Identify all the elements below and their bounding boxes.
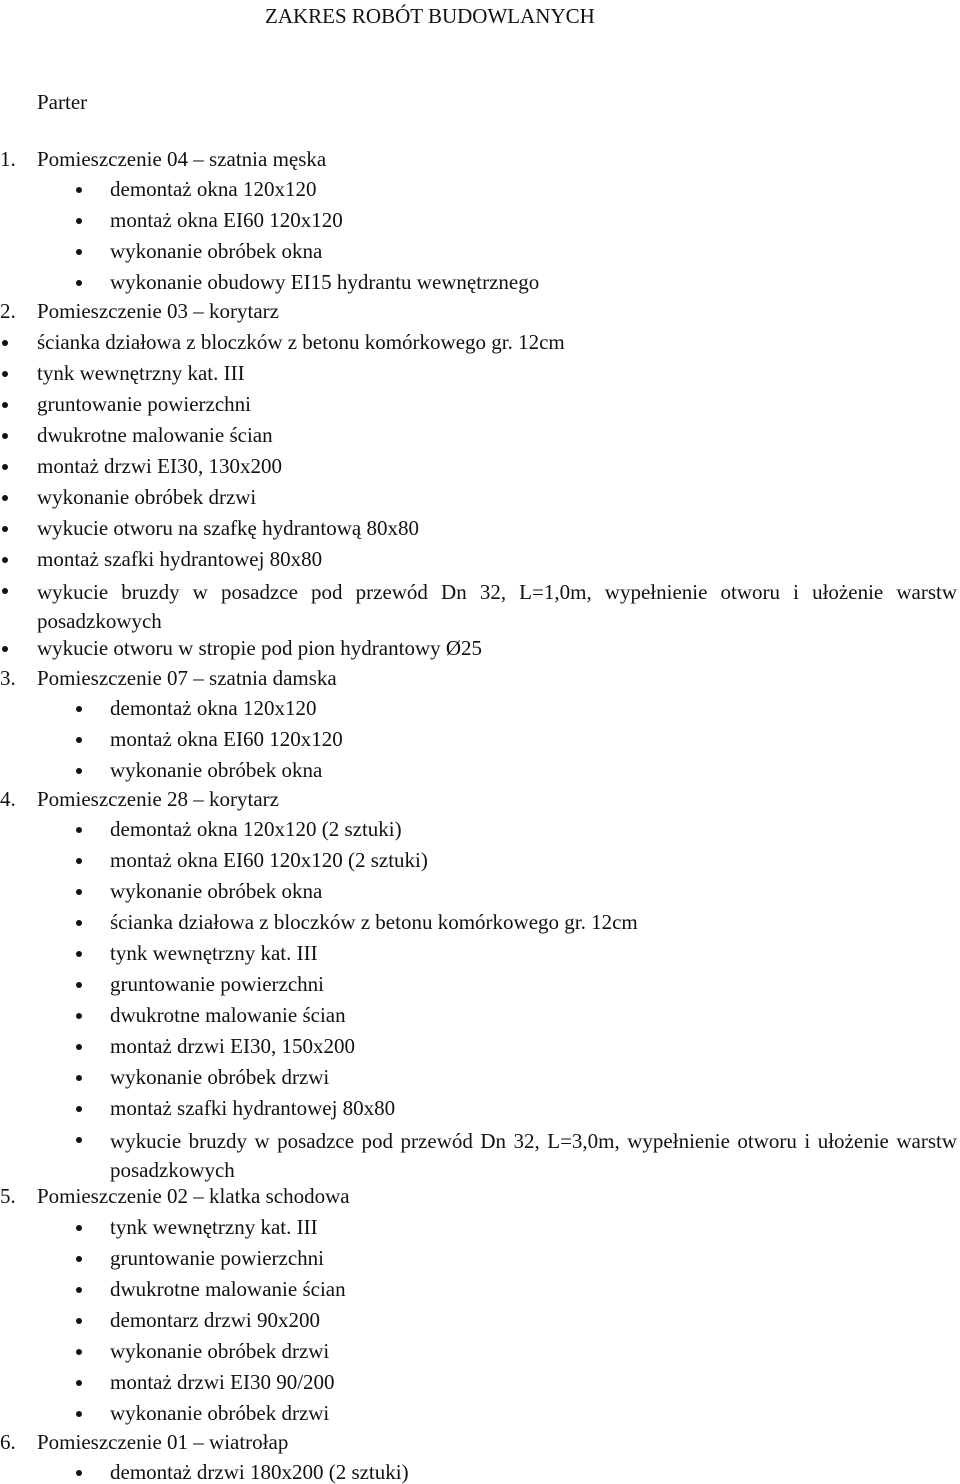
list-item: tynk wewnętrzny kat. III [110, 941, 318, 965]
section-heading: Pomieszczenie 28 – korytarz [37, 787, 279, 811]
section-heading: Pomieszczenie 03 – korytarz [37, 299, 279, 323]
bullet-icon [2, 371, 8, 377]
list-item: ścianka działowa z bloczków z betonu komórkowego gr. 12cm [37, 330, 565, 354]
bullet-icon [76, 1470, 82, 1476]
section-heading: Pomieszczenie 01 – wiatrołap [37, 1430, 289, 1454]
bullet-icon [76, 858, 82, 864]
list-item: wykucie bruzdy w posadzce pod przewód Dn 32, L=3,0m, wypełnienie otworu i ułożenie warstw posadzkowych [110, 1129, 957, 1182]
document-title: ZAKRES ROBÓT BUDOWLANYCH [265, 4, 595, 28]
bullet-icon [76, 1411, 82, 1417]
list-item: wykonanie obróbek okna [110, 879, 323, 903]
bullet-icon [76, 889, 82, 895]
floor-label: Parter [37, 90, 88, 114]
bullet-icon [76, 737, 82, 743]
list-item: wykonanie obróbek okna [110, 758, 323, 782]
section-number: 2. [0, 299, 16, 323]
list-item: tynk wewnętrzny kat. III [37, 361, 245, 385]
bullet-icon [2, 557, 8, 563]
list-item: montaż szafki hydrantowej 80x80 [110, 1096, 396, 1120]
list-item: wykucie otworu na szafkę hydrantową 80x80 [37, 516, 419, 540]
list-item: gruntowanie powierzchni [110, 1246, 325, 1270]
list-item: montaż drzwi EI30 90/200 [110, 1370, 335, 1394]
bullet-icon [76, 1349, 82, 1355]
list-item: gruntowanie powierzchni [110, 972, 325, 996]
bullet-icon [76, 280, 82, 286]
list-item: dwukrotne malowanie ścian [110, 1003, 346, 1027]
section-number: 4. [0, 787, 16, 811]
section-number: 6. [0, 1430, 16, 1454]
list-item: demontaż drzwi 180x200 (2 sztuki) [110, 1460, 409, 1484]
bullet-icon [2, 588, 8, 594]
list-item: demontaż okna 120x120 [110, 696, 317, 720]
list-item: montaż okna EI60 120x120 [110, 208, 343, 232]
list-item: ścianka działowa z bloczków z betonu komórkowego gr. 12cm [110, 910, 638, 934]
list-item: demontarz drzwi 90x200 [110, 1308, 320, 1332]
bullet-icon [2, 526, 8, 532]
list-item: wykonanie obróbek drzwi [110, 1065, 330, 1089]
section-heading: Pomieszczenie 07 – szatnia damska [37, 666, 337, 690]
bullet-icon [76, 920, 82, 926]
list-item: montaż drzwi EI30, 150x200 [110, 1034, 355, 1058]
list-item: wykonanie obróbek okna [110, 239, 323, 263]
list-item: wykonanie obróbek drzwi [37, 485, 257, 509]
list-item: montaż drzwi EI30, 130x200 [37, 454, 282, 478]
bullet-icon [76, 768, 82, 774]
bullet-icon [76, 1256, 82, 1262]
list-item: wykonanie obróbek drzwi [110, 1401, 330, 1425]
bullet-icon [76, 1075, 82, 1081]
bullet-icon [76, 1380, 82, 1386]
list-item: wykucie bruzdy w posadzce pod przewód Dn 32, L=1,0m, wypełnienie otworu i ułożenie warstw posadzkowych [37, 580, 957, 633]
bullet-icon [2, 464, 8, 470]
list-item: tynk wewnętrzny kat. III [110, 1215, 318, 1239]
list-item: wykonanie obudowy EI15 hydrantu wewnętrznego [110, 270, 540, 294]
bullet-icon [76, 1106, 82, 1112]
bullet-icon [2, 340, 8, 346]
bullet-icon [76, 1013, 82, 1019]
list-item: demontaż okna 120x120 [110, 177, 317, 201]
bullet-icon [76, 1044, 82, 1050]
section-number: 5. [0, 1184, 16, 1208]
bullet-icon [76, 706, 82, 712]
bullet-icon [76, 1318, 82, 1324]
bullet-icon [76, 982, 82, 988]
bullet-icon [76, 1225, 82, 1231]
bullet-icon [2, 495, 8, 501]
section-number: 3. [0, 666, 16, 690]
list-item: montaż okna EI60 120x120 [110, 727, 343, 751]
bullet-icon [76, 249, 82, 255]
list-item: montaż szafki hydrantowej 80x80 [37, 547, 323, 571]
bullet-icon [2, 402, 8, 408]
bullet-icon [76, 951, 82, 957]
bullet-icon [2, 433, 8, 439]
bullet-icon [76, 1137, 82, 1143]
list-item: gruntowanie powierzchni [37, 392, 252, 416]
section-number: 1. [0, 147, 16, 171]
list-item: dwukrotne malowanie ścian [110, 1277, 346, 1301]
bullet-icon [2, 646, 8, 652]
bullet-icon [76, 827, 82, 833]
bullet-icon [76, 187, 82, 193]
section-heading: Pomieszczenie 02 – klatka schodowa [37, 1184, 350, 1208]
section-heading: Pomieszczenie 04 – szatnia męska [37, 147, 327, 171]
list-item: demontaż okna 120x120 (2 sztuki) [110, 817, 402, 841]
bullet-icon [76, 218, 82, 224]
list-item: wykucie otworu w stropie pod pion hydrantowy Ø25 [37, 636, 483, 660]
list-item: wykonanie obróbek drzwi [110, 1339, 330, 1363]
list-item: dwukrotne malowanie ścian [37, 423, 273, 447]
bullet-icon [76, 1287, 82, 1293]
list-item: montaż okna EI60 120x120 (2 sztuki) [110, 848, 428, 872]
